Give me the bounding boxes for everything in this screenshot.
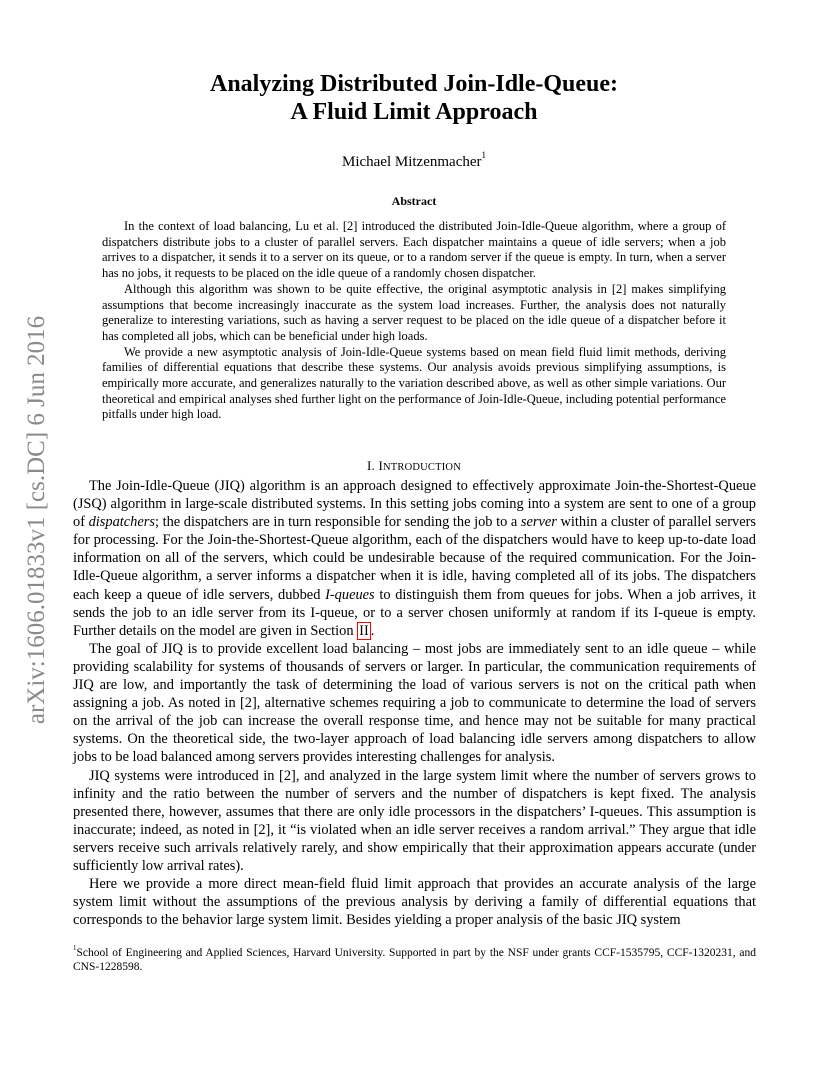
section-title-rest: NTRODUCTION bbox=[382, 462, 461, 473]
body-paragraph: JIQ systems were introduced in [2], and analyzed in the large system limit where the number of servers grows to infinity and the ratio between the number of servers and the number of dispatchers is kept fixed. The analysis presented there, however, assumes that there are only idle processors in the dispatchers’ I-queues. This assumption is inaccurate; indeed, as noted in [2], it “is violated when an idle server receives a random arrival.” They argue that idle servers receive such arrivals relatively rarely, and show empirically that their approximation appears accurate (under sufficiently low arrival rates). bbox=[73, 767, 756, 874]
introduction-body bbox=[73, 477, 756, 929]
section-heading-introduction bbox=[100, 458, 728, 474]
section-number: I. bbox=[367, 458, 375, 473]
arxiv-side-stamp bbox=[20, 295, 54, 745]
section-title-initial: I bbox=[378, 458, 383, 473]
paper-title bbox=[100, 70, 728, 126]
abstract-paragraph: Although this algorithm was shown to be quite effective, the original asymptotic analysis in [2] makes simplifying assumptions that become increasingly inaccurate as the system load increases. Further, the analysis does not naturally generalize to interesting variations, such as having a server request to be placed on the idle queue of a dispatcher before it has completed all jobs, which can be beneficial under high loads. bbox=[102, 281, 726, 343]
emphasis-dispatchers: dispatchers bbox=[88, 514, 155, 531]
body-paragraph: Here we provide a more direct mean-field fluid limit approach that provides an accurate analysis of the large system limit without the assumptions of the previous analysis by deriving a family of differential equations that corresponds to the behavior large system limit. Besides yielding a proper analysis of the basic JIQ system bbox=[73, 876, 756, 929]
title-line-2: A Fluid Limit Approach bbox=[290, 99, 538, 125]
author-name: Michael Mitzenmacher bbox=[341, 154, 482, 170]
emphasis-i-queues: I-queues bbox=[325, 586, 375, 603]
emphasis-server: server bbox=[520, 514, 557, 531]
footnote-mark: 1 bbox=[73, 944, 77, 952]
section-reference-link[interactable]: II bbox=[359, 622, 369, 639]
footnote bbox=[73, 942, 756, 974]
author-line bbox=[100, 148, 728, 171]
arxiv-identifier: arXiv:1606.01833v1 [cs.DC] 6 Jun 2016 bbox=[23, 315, 50, 725]
footnote-text: School of Engineering and Applied Sciences, Harvard University. Supported in part by the NSF under grants CCF-1535795, CCF-1320231, and CNS-1228598. bbox=[73, 946, 756, 973]
body-paragraph: The Join-Idle-Queue (JIQ) algorithm is an approach designed to effectively approximate Join-the-Shortest-Queue (JSQ) algorithm in large-scale distributed systems. In this setting jobs coming into a system are sent to one of a group of dispatchers; the dispatchers are in turn responsible for sending the job to a server within a cluster of parallel servers for processing. For the Join-the-Shortest-Queue algorithm, each of the dispatchers would have to keep up-to-date load information on all of the servers, which could be undesirable because of the required communication. For the Join-Idle-Queue algorithm, a server informs a dispatcher when it is idle, having completed all of its jobs. The dispatchers each keep a queue of idle servers, dubbed I-queues to distinguish them from queues for jobs. When a job arrives, it sends the job to an idle server from its I-queue, or to a server chosen uniformly at random if its I-queue is empty. Further details on the model are given in Section II . bbox=[73, 478, 756, 639]
author-footnote-mark: 1 bbox=[481, 150, 487, 160]
title-line-1: Analyzing Distributed Join-Idle-Queue: bbox=[209, 71, 619, 97]
abstract-paragraph: In the context of load balancing, Lu et al. [2] introduced the distributed Join-Idle-Queue algorithm, where a group of dispatchers distribute jobs to a cluster of parallel servers. Each dispatcher maintains a queue of idle servers; when a job arrives to a dispatcher, it sends it to a server on its queue, or to a random server if the queue is empty. In turn, when a server has no jobs, it requests to be placed on the idle queue of a randomly chosen dispatcher. bbox=[102, 219, 726, 281]
abstract-body bbox=[102, 219, 726, 423]
body-paragraph: The goal of JIQ is to provide excellent load balancing – most jobs are immediately sent to an idle queue – while providing scalability for systems of thousands of servers or larger. In particular, the communication requirements of JIQ are low, and importantly the task of determining the load of various servers is not on the critical path when assigning a job. As noted in [2], alternative schemes requiring a job to communicate to determine the load of servers on the arrival of the job can increase the overall response time, and hence may not be suitable for many practical systems. On the theoretical side, the two-layer approach of load balancing idle servers among dispatchers to allow jobs to be load balanced among servers provides interesting challenges for analysis. bbox=[73, 640, 756, 766]
abstract-paragraph: We provide a new asymptotic analysis of Join-Idle-Queue systems based on mean field fluid limit methods, deriving families of differential equations that describe these systems. Our analysis avoids previous simplifying assumptions, is empirically more accurate, and generalizes naturally to the variation described above, as well as other simple variations. Our theoretical and empirical analyses shed further light on the performance of Join-Idle-Queue, including potential performance pitfalls under high load. bbox=[102, 344, 726, 422]
abstract-heading: Abstract bbox=[391, 194, 437, 208]
